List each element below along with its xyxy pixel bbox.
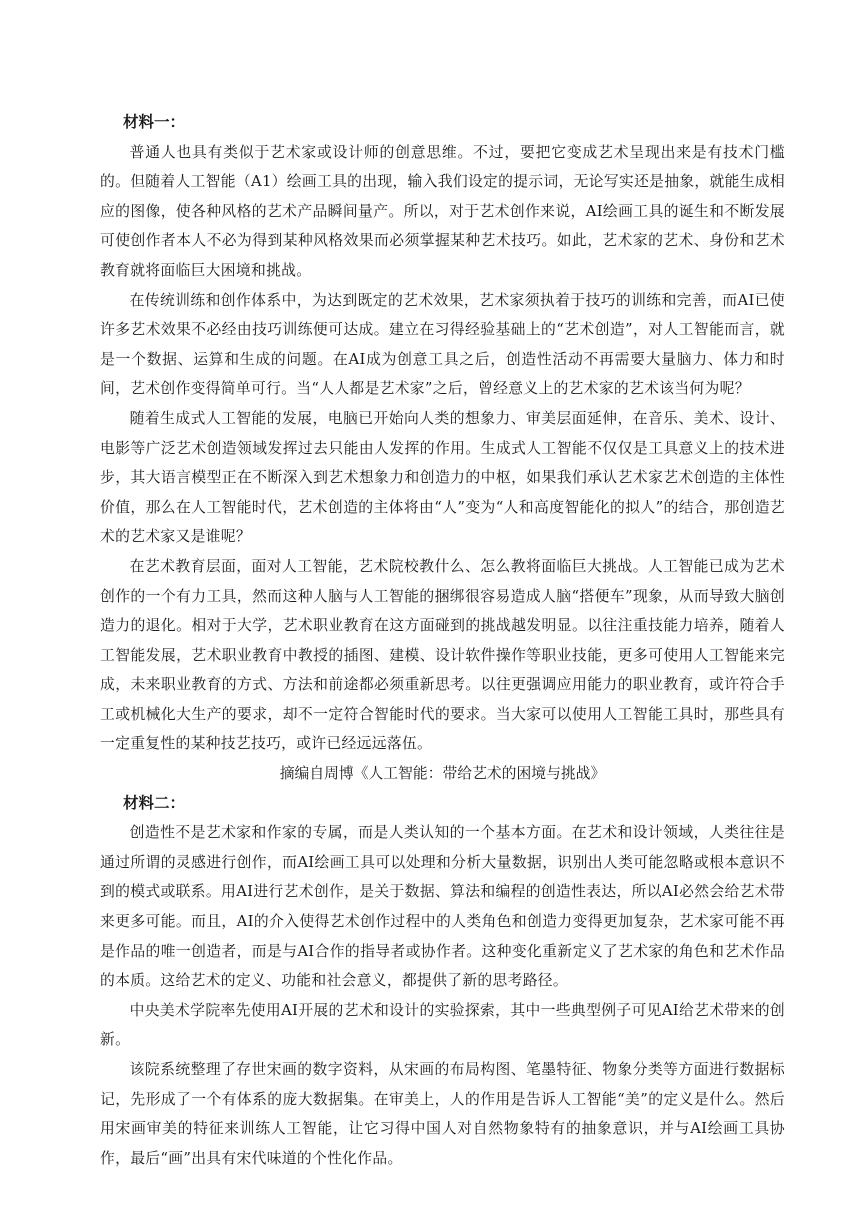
material-two-section [100, 789, 785, 1174]
material-one-paragraph-3: 随着生成式人工智能的发展，电脑已开始向人类的想象力、审美层面延伸，在音乐、美术、设计、电影等广泛艺术创造领域发挥过去只能由人发挥的作用。生成式人工智能不仅仅是工具意义上的技术进步，其大语言模型正在不断深入到艺术想象力和创造力的中枢，如果我们承认艺术家艺术创造的主体性价值，那么在人工智能时代，艺术创造的主体将由“人”变为“人和高度智能化的拟人”的结合，那创造艺术的艺术家又是谁呢？ [100, 409, 785, 546]
material-two-paragraph-3: 该院系统整理了存世宋画的数字资料，从宋画的布局构图、笔墨特征、物象分类等方面进行数据标记，先形成了一个有体系的庞大数据集。在审美上，人的作用是告诉人工智能“美”的定义是什么。然后用宋画审美的特征来训练人工智能，让它习得中国人对自然物象特有的抽象意识，并与AI绘画工具协作，最后“画”出具有宋代味道的个性化作品。 [100, 1061, 785, 1167]
material-one-source-citation: 摘编自周博《人工智能：带给艺术的困境与挑战》 [279, 765, 606, 783]
material-one-paragraph-2: 在传统训练和创作体系中，为达到既定的艺术效果，艺术家须执着于技巧的训练和完善，而AI已使许多艺术效果不必经由技巧训练便可达成。建立在习得经验基础上的“艺术创造”，对人工智能而言，就是一个数据、运算和生成的问题。在AI成为创意工具之后，创造性活动不再需要大量脑力、体力和时间，艺术创作变得简单可行。当“人人都是艺术家”之后，曾经意义上的艺术家的艺术该当何为呢？ [100, 291, 785, 398]
material-one-paragraph-1: 普通人也具有类似于艺术家或设计师的创意思维。不过，要把它变成艺术呈现出来是有技术门槛的。但随着人工智能（A1）绘画工具的出现，输入我们设定的提示词，无论写实还是抽象，就能生成相应的图像，使各种风格的艺术产品瞬间量产。所以，对于艺术创作来说，AI绘画工具的诞生和不断发展可使创作者本人不必为得到某种风格效果而必须掌握某种艺术技巧。如此，艺术家的艺术、身份和艺术教育就将面临巨大困境和挑战。 [100, 143, 785, 279]
material-one-heading: 材料一： [123, 113, 186, 131]
material-two-paragraph-1: 创造性不是艺术家和作家的专属，而是人类认知的一个基本方面。在艺术和设计领域，人类往往是通过所谓的灵感进行创作，而AI绘画工具可以处理和分析大量数据，识别出人类可能忽略或根本意识不到的模式或联系。用AI进行艺术创作，是关于数据、算法和编程的创造性表达，所以AI必然会给艺术带来更多可能。而且，AI的介入使得艺术创作过程中的人类角色和创造力变得更加复杂，艺术家可能不再是作品的唯一创造者，而是与AI合作的指导者或协作者。这种变化重新定义了艺术家的角色和艺术作品的本质。这给艺术的定义、功能和社会意义，都提供了新的思考路径。 [100, 824, 785, 990]
material-two-heading: 材料二： [123, 793, 186, 812]
material-two-paragraph-2: 中央美术学院率先使用AI开展的艺术和设计的实验探索，其中一些典型例子可见AI给艺术带来的创新。 [100, 1001, 785, 1049]
document-body [100, 108, 785, 1173]
material-one-section [100, 108, 785, 789]
material-one-paragraph-4: 在艺术教育层面，面对人工智能，艺术院校教什么、怎么教将面临巨大挑战。人工智能已成为艺术创作的一个有力工具，然而这种人脑与人工智能的捆绑很容易造成人脑“搭便车”现象，从而导致大脑创造力的退化。相对于大学，艺术职业教育在这方面碰到的挑战越发明显。以往注重技能力培养，随着人工智能发展，艺术职业教育中教授的插图、建模、设计软件操作等职业技能，更多可使用人工智能来完成，未来职业教育的方式、方法和前途都必须重新思考。以往更强调应用能力的职业教育，或许符合手工或机械化大生产的要求，却不一定符合智能时代的要求。当大家可以使用人工智能工具时，那些具有一定重复性的某种技艺技巧，或许已经远远落伍。 [100, 557, 785, 753]
